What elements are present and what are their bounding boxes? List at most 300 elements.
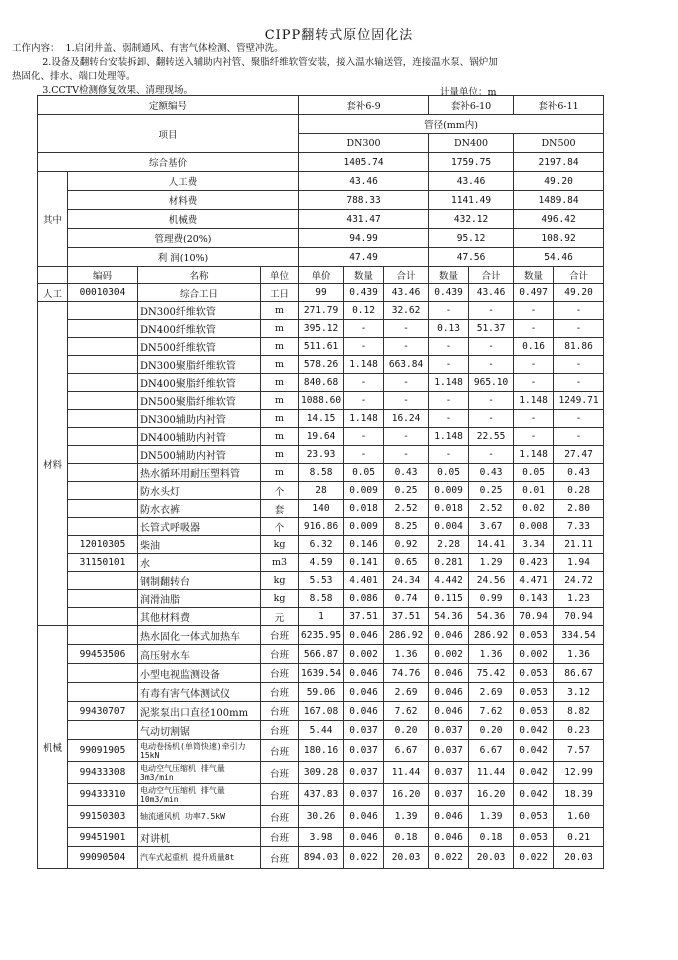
row-price: 8.58 xyxy=(299,464,344,482)
row-value: 2.52 xyxy=(469,500,514,518)
row-value: - xyxy=(344,428,384,446)
row-unit: m xyxy=(261,374,299,392)
row-unit: m xyxy=(261,338,299,356)
row-price: 1088.60 xyxy=(299,392,344,410)
row-price: 395.12 xyxy=(299,320,344,338)
cost-value: 432.12 xyxy=(429,210,514,229)
row-price: 19.64 xyxy=(299,428,344,446)
column-header-total: 合计 xyxy=(469,267,514,284)
row-value: 0.037 xyxy=(344,762,384,784)
row-value: 49.20 xyxy=(554,284,604,302)
cost-value: 47.49 xyxy=(299,248,429,267)
row-price: 437.83 xyxy=(299,784,344,806)
row-code xyxy=(68,664,138,683)
row-code xyxy=(68,608,138,626)
row-value: 0.05 xyxy=(514,464,554,482)
row-code: 31150101 xyxy=(68,554,138,572)
row-value: - xyxy=(514,302,554,320)
column-header-name: 名称 xyxy=(138,267,261,284)
cost-value: 788.33 xyxy=(299,191,429,210)
row-price: 5.44 xyxy=(299,721,344,740)
row-name: 水 xyxy=(138,554,261,572)
row-value: 0.28 xyxy=(554,482,604,500)
row-value: 0.497 xyxy=(514,284,554,302)
work-content-line-2: 2.设备及翻转台安装拆卸、翻转送入辅助内衬管、聚脂纤维软管安装，接入温水输送管，连接温水泵、锅炉加 xyxy=(12,57,498,68)
row-value: - xyxy=(344,446,384,464)
row-price: 4.59 xyxy=(299,554,344,572)
table-row xyxy=(38,740,604,762)
column-header-qty: 数量 xyxy=(344,267,384,284)
row-value: 0.05 xyxy=(429,464,469,482)
row-value: - xyxy=(384,446,429,464)
column-header-unit: 单位 xyxy=(261,267,299,284)
row-value: 965.10 xyxy=(469,374,514,392)
work-content-line-4: 3.CCTV检测修复效果、清理现场。 xyxy=(12,85,193,96)
row-value: 0.23 xyxy=(554,721,604,740)
row-name: 对讲机 xyxy=(138,828,261,847)
row-code: 99433310 xyxy=(68,784,138,806)
row-value: 7.62 xyxy=(469,702,514,721)
row-name: 电动空气压缩机 排气量3m3/min xyxy=(138,762,261,784)
row-code xyxy=(68,410,138,428)
row-price: 59.06 xyxy=(299,683,344,702)
row-value: 1.148 xyxy=(429,428,469,446)
row-code: 99430707 xyxy=(68,702,138,721)
cost-label: 人工费 xyxy=(68,172,299,191)
row-value: 0.046 xyxy=(344,664,384,683)
column-header-total: 合计 xyxy=(384,267,429,284)
row-value: 37.51 xyxy=(344,608,384,626)
row-value: 1.148 xyxy=(344,410,384,428)
row-value: 1.94 xyxy=(554,554,604,572)
row-value: 37.51 xyxy=(384,608,429,626)
row-name: 电动卷扬机(单筒快速)牵引力15kN xyxy=(138,740,261,762)
row-value: 8.82 xyxy=(554,702,604,721)
row-unit: m xyxy=(261,302,299,320)
base-price: 1759.75 xyxy=(429,153,514,172)
row-value: 0.046 xyxy=(344,828,384,847)
row-value: 0.002 xyxy=(514,645,554,664)
row-value: 27.47 xyxy=(554,446,604,464)
row-value: - xyxy=(554,356,604,374)
row-value: 0.018 xyxy=(429,500,469,518)
table-row xyxy=(38,806,604,828)
row-price: 5.53 xyxy=(299,572,344,590)
row-value: 11.44 xyxy=(384,762,429,784)
row-unit: 个 xyxy=(261,518,299,536)
cost-label: 材料费 xyxy=(68,191,299,210)
row-value: 70.94 xyxy=(554,608,604,626)
row-price: 28 xyxy=(299,482,344,500)
row-value: 0.046 xyxy=(344,683,384,702)
row-value: - xyxy=(429,356,469,374)
row-value: 7.62 xyxy=(384,702,429,721)
table-row xyxy=(38,590,604,608)
row-code xyxy=(68,721,138,740)
row-value: 4.442 xyxy=(429,572,469,590)
row-value: 0.022 xyxy=(429,847,469,869)
row-unit: kg xyxy=(261,590,299,608)
row-value: 75.42 xyxy=(469,664,514,683)
row-value: - xyxy=(554,374,604,392)
row-unit: 元 xyxy=(261,608,299,626)
cost-value: 49.20 xyxy=(514,172,604,191)
row-unit: m xyxy=(261,446,299,464)
row-value: 1.60 xyxy=(554,806,604,828)
row-name: 热水固化一体式加热车 xyxy=(138,626,261,645)
row-value: 6.67 xyxy=(469,740,514,762)
row-price: 6235.95 xyxy=(299,626,344,645)
row-value: 0.009 xyxy=(344,482,384,500)
row-price: 3.98 xyxy=(299,828,344,847)
row-value: 1.36 xyxy=(469,645,514,664)
row-value: 0.053 xyxy=(514,626,554,645)
cost-value: 95.12 xyxy=(429,229,514,248)
row-code: 99451901 xyxy=(68,828,138,847)
row-code: 99090504 xyxy=(68,847,138,869)
row-value: 0.004 xyxy=(429,518,469,536)
row-code xyxy=(68,320,138,338)
row-unit: 台班 xyxy=(261,664,299,683)
row-unit: 台班 xyxy=(261,626,299,645)
row-name: DN500辅助内衬管 xyxy=(138,446,261,464)
row-value: 3.67 xyxy=(469,518,514,536)
base-price: 1405.74 xyxy=(299,153,429,172)
cost-label: 管理费(20%) xyxy=(68,229,299,248)
row-value: 0.046 xyxy=(429,664,469,683)
row-value: 0.053 xyxy=(514,806,554,828)
row-value: 2.69 xyxy=(384,683,429,702)
blank-cell xyxy=(38,267,68,284)
row-price: 180.16 xyxy=(299,740,344,762)
row-code: 99433308 xyxy=(68,762,138,784)
row-value: 0.022 xyxy=(514,847,554,869)
row-code xyxy=(68,446,138,464)
row-value: 3.34 xyxy=(514,536,554,554)
row-code xyxy=(68,374,138,392)
column-header-code: 编码 xyxy=(68,267,138,284)
row-unit: kg xyxy=(261,572,299,590)
row-value: 3.12 xyxy=(554,683,604,702)
row-value: 0.439 xyxy=(344,284,384,302)
row-value: - xyxy=(344,320,384,338)
base-price-label: 综合基价 xyxy=(38,153,299,172)
cost-value: 496.42 xyxy=(514,210,604,229)
row-value: - xyxy=(344,374,384,392)
row-name: 汽车式起重机 提升质量8t xyxy=(138,847,261,869)
row-value: 0.046 xyxy=(429,806,469,828)
cost-value: 94.99 xyxy=(299,229,429,248)
row-value: 1.148 xyxy=(514,392,554,410)
row-value: 24.72 xyxy=(554,572,604,590)
row-value: 2.80 xyxy=(554,500,604,518)
row-name: 电动空气压缩机 排气量10m3/min xyxy=(138,784,261,806)
row-value: 0.046 xyxy=(344,702,384,721)
row-value: - xyxy=(554,302,604,320)
cost-value: 431.47 xyxy=(299,210,429,229)
cost-value: 1141.49 xyxy=(429,191,514,210)
table-row xyxy=(38,608,604,626)
row-value: 0.086 xyxy=(344,590,384,608)
row-value: 24.56 xyxy=(469,572,514,590)
row-name: 柴油 xyxy=(138,536,261,554)
row-value: 0.037 xyxy=(429,762,469,784)
row-value: 86.67 xyxy=(554,664,604,683)
row-value: 51.37 xyxy=(469,320,514,338)
row-unit: 台班 xyxy=(261,645,299,664)
row-price: 511.61 xyxy=(299,338,344,356)
row-value: 0.053 xyxy=(514,683,554,702)
table-row xyxy=(38,828,604,847)
row-value: 0.009 xyxy=(344,518,384,536)
row-unit: 台班 xyxy=(261,828,299,847)
row-unit: 台班 xyxy=(261,806,299,828)
row-code xyxy=(68,356,138,374)
row-value: 0.20 xyxy=(384,721,429,740)
row-value: 0.02 xyxy=(514,500,554,518)
table-row xyxy=(38,428,604,446)
row-code xyxy=(68,338,138,356)
row-value: 1.39 xyxy=(469,806,514,828)
row-value: 74.76 xyxy=(384,664,429,683)
table-row xyxy=(38,356,604,374)
row-value: 0.053 xyxy=(514,664,554,683)
row-value: 286.92 xyxy=(469,626,514,645)
row-value: 1.148 xyxy=(514,446,554,464)
cost-label: 机械费 xyxy=(68,210,299,229)
row-unit: m xyxy=(261,392,299,410)
row-value: 0.423 xyxy=(514,554,554,572)
row-value: 0.12 xyxy=(344,302,384,320)
group-label-labor: 人工 xyxy=(38,284,68,302)
row-name: 热水循环用耐压塑料管 xyxy=(138,464,261,482)
quota-number: 套补6-10 xyxy=(429,96,514,115)
row-name: 高压射水车 xyxy=(138,645,261,664)
quota-number-label: 定额编号 xyxy=(38,96,299,115)
row-price: 23.93 xyxy=(299,446,344,464)
table-row xyxy=(38,392,604,410)
row-value: - xyxy=(514,374,554,392)
work-content-line-1: 工作内容： 1.启闭井盖、弱制通风、有害气体检测、管壁冲洗。 xyxy=(12,43,284,54)
row-price: 1639.54 xyxy=(299,664,344,683)
row-name: 其他材料费 xyxy=(138,608,261,626)
row-value: 334.54 xyxy=(554,626,604,645)
row-code: 00010304 xyxy=(68,284,138,302)
row-value: - xyxy=(514,356,554,374)
row-price: 8.58 xyxy=(299,590,344,608)
row-value: 1.29 xyxy=(469,554,514,572)
row-value: 32.62 xyxy=(384,302,429,320)
row-value: - xyxy=(469,392,514,410)
row-value: 0.115 xyxy=(429,590,469,608)
cost-label: 利 润(10%) xyxy=(68,248,299,267)
row-value: 1.148 xyxy=(344,356,384,374)
row-value: 24.34 xyxy=(384,572,429,590)
row-code xyxy=(68,518,138,536)
row-unit: m xyxy=(261,464,299,482)
row-value: 0.002 xyxy=(429,645,469,664)
row-price: 916.86 xyxy=(299,518,344,536)
row-value: - xyxy=(554,410,604,428)
row-value: 0.037 xyxy=(429,721,469,740)
row-value: - xyxy=(429,302,469,320)
row-value: 0.20 xyxy=(469,721,514,740)
row-unit: 台班 xyxy=(261,847,299,869)
row-value: 0.037 xyxy=(429,784,469,806)
row-value: 0.042 xyxy=(514,784,554,806)
row-value: 0.042 xyxy=(514,721,554,740)
row-name: 小型电视监测设备 xyxy=(138,664,261,683)
row-value: 0.13 xyxy=(429,320,469,338)
row-value: - xyxy=(384,320,429,338)
row-value: - xyxy=(469,356,514,374)
row-value: - xyxy=(469,302,514,320)
row-code xyxy=(68,626,138,645)
row-value: 0.002 xyxy=(344,645,384,664)
row-value: 0.25 xyxy=(384,482,429,500)
row-price: 566.87 xyxy=(299,645,344,664)
row-code: 99150303 xyxy=(68,806,138,828)
row-value: 0.21 xyxy=(554,828,604,847)
cost-value: 108.92 xyxy=(514,229,604,248)
row-name: 长管式呼吸器 xyxy=(138,518,261,536)
row-value: 0.43 xyxy=(384,464,429,482)
row-value: 0.43 xyxy=(554,464,604,482)
row-value: 1.39 xyxy=(384,806,429,828)
row-value: 16.20 xyxy=(469,784,514,806)
row-value: 0.01 xyxy=(514,482,554,500)
row-unit: m3 xyxy=(261,554,299,572)
quota-table xyxy=(37,95,604,869)
row-value: 0.25 xyxy=(469,482,514,500)
table-row xyxy=(38,762,604,784)
table-row xyxy=(38,320,604,338)
row-name: 泥浆泵出口直径100mm xyxy=(138,702,261,721)
row-value: 0.439 xyxy=(429,284,469,302)
row-value: - xyxy=(514,428,554,446)
row-value: - xyxy=(384,392,429,410)
row-value: 0.046 xyxy=(429,683,469,702)
row-price: 271.79 xyxy=(299,302,344,320)
table-row xyxy=(38,302,604,320)
row-value: 0.008 xyxy=(514,518,554,536)
row-value: 1.148 xyxy=(429,374,469,392)
row-value: - xyxy=(469,338,514,356)
cost-value: 1489.84 xyxy=(514,191,604,210)
table-row xyxy=(38,410,604,428)
row-name: 防水头灯 xyxy=(138,482,261,500)
row-unit: m xyxy=(261,356,299,374)
row-value: 0.046 xyxy=(429,626,469,645)
row-value: - xyxy=(384,338,429,356)
row-value: - xyxy=(554,428,604,446)
row-unit: 台班 xyxy=(261,740,299,762)
column-header-qty: 数量 xyxy=(429,267,469,284)
row-value: 0.146 xyxy=(344,536,384,554)
pipe-diameter-label: 管径(mm内) xyxy=(299,115,604,134)
row-value: 0.037 xyxy=(344,740,384,762)
row-value: 0.053 xyxy=(514,702,554,721)
row-unit: 台班 xyxy=(261,702,299,721)
row-code xyxy=(68,428,138,446)
row-value: - xyxy=(384,374,429,392)
row-value: 0.65 xyxy=(384,554,429,572)
row-code xyxy=(68,572,138,590)
diameter: DN500 xyxy=(514,134,604,153)
row-value: 11.44 xyxy=(469,762,514,784)
row-value: 0.053 xyxy=(514,828,554,847)
row-value: - xyxy=(344,392,384,410)
row-name: DN300纤维软管 xyxy=(138,302,261,320)
cost-value: 47.56 xyxy=(429,248,514,267)
row-value: 0.43 xyxy=(469,464,514,482)
row-code xyxy=(68,683,138,702)
row-value: 2.52 xyxy=(384,500,429,518)
row-unit: m xyxy=(261,410,299,428)
row-value: 1.23 xyxy=(554,590,604,608)
table-row xyxy=(38,446,604,464)
row-unit: 套 xyxy=(261,500,299,518)
table-row xyxy=(38,536,604,554)
row-value: - xyxy=(469,446,514,464)
row-value: - xyxy=(344,338,384,356)
row-value: 0.74 xyxy=(384,590,429,608)
row-name: DN500聚脂纤维软管 xyxy=(138,392,261,410)
row-value: 0.18 xyxy=(469,828,514,847)
row-value: 0.046 xyxy=(344,626,384,645)
row-price: 1 xyxy=(299,608,344,626)
table-row xyxy=(38,338,604,356)
row-value: 0.18 xyxy=(384,828,429,847)
row-name: DN300聚脂纤维软管 xyxy=(138,356,261,374)
row-value: 21.11 xyxy=(554,536,604,554)
table-row xyxy=(38,645,604,664)
row-price: 578.26 xyxy=(299,356,344,374)
row-value: 70.94 xyxy=(514,608,554,626)
row-value: 20.03 xyxy=(469,847,514,869)
row-value: - xyxy=(384,428,429,446)
table-row xyxy=(38,374,604,392)
row-value: - xyxy=(429,392,469,410)
row-value: 7.57 xyxy=(554,740,604,762)
row-value: 0.281 xyxy=(429,554,469,572)
row-value: 22.55 xyxy=(469,428,514,446)
row-name: 有毒有害气体测试仪 xyxy=(138,683,261,702)
row-value: 0.143 xyxy=(514,590,554,608)
item-label: 项目 xyxy=(38,115,299,153)
page-title: CIPP翻转式原位固化法 xyxy=(264,28,414,43)
row-name: 防水衣裤 xyxy=(138,500,261,518)
row-code xyxy=(68,482,138,500)
diameter: DN400 xyxy=(429,134,514,153)
base-price: 2197.84 xyxy=(514,153,604,172)
row-unit: kg xyxy=(261,536,299,554)
row-price: 167.08 xyxy=(299,702,344,721)
table-row xyxy=(38,482,604,500)
row-name: DN400纤维软管 xyxy=(138,320,261,338)
row-value: 0.042 xyxy=(514,740,554,762)
row-unit: 工日 xyxy=(261,284,299,302)
column-header-price: 单价 xyxy=(299,267,344,284)
table-row xyxy=(38,784,604,806)
table-row xyxy=(38,572,604,590)
row-value: 81.86 xyxy=(554,338,604,356)
quota-number: 套补6-11 xyxy=(514,96,604,115)
row-name: DN400辅助内衬管 xyxy=(138,428,261,446)
row-value: 1.36 xyxy=(384,645,429,664)
row-value: 286.92 xyxy=(384,626,429,645)
row-name: DN300辅助内衬管 xyxy=(138,410,261,428)
